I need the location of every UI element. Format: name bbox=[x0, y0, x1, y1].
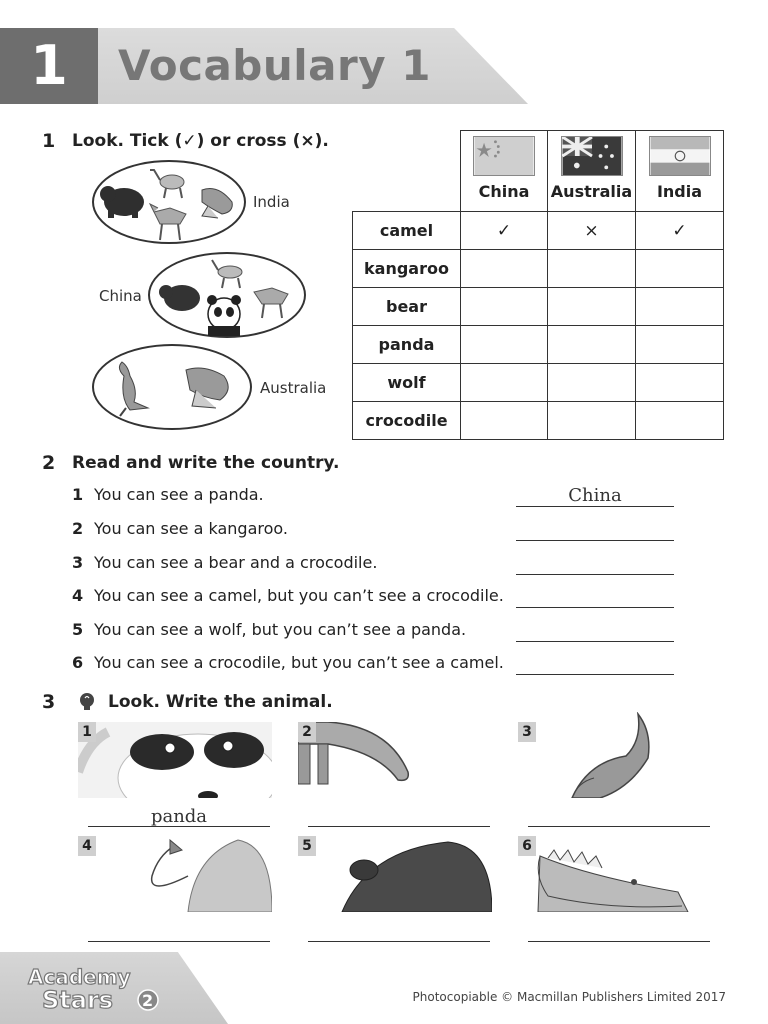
cell-camel-china[interactable]: ✓ bbox=[460, 211, 548, 250]
row-label-panda: panda bbox=[352, 325, 461, 364]
animal-answer-line-5[interactable] bbox=[308, 941, 490, 942]
sentence-number: 2 bbox=[72, 519, 84, 538]
answer-line-5[interactable] bbox=[516, 641, 674, 642]
cell-wolf-china[interactable] bbox=[460, 363, 548, 402]
column-header-china bbox=[460, 130, 548, 212]
section-2-number: 2 bbox=[42, 452, 56, 474]
cell-kangaroo-china[interactable] bbox=[460, 249, 548, 288]
animal-answer-line-4[interactable] bbox=[88, 941, 270, 942]
picture-4-closeup bbox=[78, 836, 272, 912]
animal-answer-line-3[interactable] bbox=[528, 826, 710, 827]
picture-number: 5 bbox=[298, 836, 316, 856]
row-label-kangaroo: kangaroo bbox=[352, 249, 461, 288]
column-label-australia: Australia bbox=[550, 182, 633, 201]
svg-text:Stars: Stars bbox=[42, 986, 114, 1014]
column-label-china: China bbox=[478, 182, 530, 201]
section-1-number: 1 bbox=[42, 130, 56, 152]
cell-crocodile-india[interactable] bbox=[635, 401, 724, 440]
lightbulb-icon bbox=[78, 692, 96, 712]
cell-kangaroo-australia[interactable] bbox=[547, 249, 636, 288]
unit-number: 1 bbox=[0, 28, 98, 104]
answer-line-2[interactable] bbox=[516, 540, 674, 541]
answer-line-3[interactable] bbox=[516, 574, 674, 575]
cell-panda-australia[interactable] bbox=[547, 325, 636, 364]
cell-bear-australia[interactable] bbox=[547, 287, 636, 326]
india-animals-ellipse bbox=[92, 160, 246, 244]
sentence-text: You can see a bear and a crocodile. bbox=[94, 553, 378, 572]
australia-animals-illustration bbox=[94, 346, 254, 432]
picture-2-closeup bbox=[298, 722, 492, 798]
cell-panda-india[interactable] bbox=[635, 325, 724, 364]
picture-number: 6 bbox=[518, 836, 536, 856]
sentence-5 bbox=[72, 620, 466, 644]
cell-bear-india[interactable] bbox=[635, 287, 724, 326]
tick-cross-table bbox=[352, 130, 724, 440]
answer-line-1[interactable] bbox=[516, 506, 674, 507]
cell-wolf-india[interactable] bbox=[635, 363, 724, 402]
china-animals-ellipse bbox=[148, 252, 306, 338]
academy-stars-logo bbox=[24, 962, 174, 1016]
column-label-india: India bbox=[656, 182, 703, 201]
sentence-text: You can see a panda. bbox=[94, 485, 264, 504]
answer-line-4[interactable] bbox=[516, 607, 674, 608]
india-flag-icon bbox=[649, 136, 711, 176]
picture-number: 1 bbox=[78, 722, 96, 742]
row-label-bear: bear bbox=[352, 287, 461, 326]
country-tag-india: India bbox=[250, 193, 293, 211]
picture-6-closeup bbox=[518, 836, 712, 912]
country-tag-australia: Australia bbox=[257, 379, 329, 397]
section-3-number: 3 bbox=[42, 691, 56, 713]
svg-text:2: 2 bbox=[142, 991, 154, 1010]
sentence-6 bbox=[72, 653, 504, 677]
picture-number: 4 bbox=[78, 836, 96, 856]
sentence-text: You can see a camel, but you can’t see a crocodile. bbox=[94, 586, 504, 605]
cell-bear-china[interactable] bbox=[460, 287, 548, 326]
sentence-number: 3 bbox=[72, 553, 84, 572]
australia-animals-ellipse bbox=[92, 344, 252, 430]
picture-5-closeup bbox=[298, 836, 492, 912]
section-2-instruction: Read and write the country. bbox=[72, 453, 340, 473]
picture-3-closeup bbox=[518, 712, 712, 798]
sentence-1 bbox=[72, 485, 264, 509]
sentence-number: 5 bbox=[72, 620, 84, 639]
cell-kangaroo-india[interactable] bbox=[635, 249, 724, 288]
copyright-notice: Photocopiable © Macmillan Publishers Limited 2017 bbox=[412, 990, 726, 1004]
cell-crocodile-china[interactable] bbox=[460, 401, 548, 440]
india-animals-illustration bbox=[94, 162, 248, 246]
animal-answer-text-1: panda bbox=[150, 806, 208, 827]
picture-1-panda-closeup bbox=[78, 722, 272, 798]
picture-number: 3 bbox=[518, 722, 536, 742]
answer-text-1: China bbox=[568, 485, 622, 506]
sentence-number: 1 bbox=[72, 485, 84, 504]
section-3-instruction: Look. Write the animal. bbox=[108, 692, 333, 712]
row-label-crocodile: crocodile bbox=[352, 401, 461, 440]
sentence-text: You can see a crocodile, but you can’t see a camel. bbox=[94, 653, 504, 672]
animal-answer-line-2[interactable] bbox=[308, 826, 490, 827]
cell-wolf-australia[interactable] bbox=[547, 363, 636, 402]
answer-line-6[interactable] bbox=[516, 674, 674, 675]
sentence-number: 4 bbox=[72, 586, 84, 605]
sentence-number: 6 bbox=[72, 653, 84, 672]
china-flag-icon bbox=[473, 136, 535, 176]
svg-text:Academy: Academy bbox=[28, 965, 131, 989]
picture-number: 2 bbox=[298, 722, 316, 742]
row-label-camel: camel bbox=[352, 211, 461, 250]
country-tag-china: China bbox=[96, 287, 145, 305]
sentence-text: You can see a kangaroo. bbox=[94, 519, 288, 538]
sentence-3 bbox=[72, 553, 377, 577]
column-header-india bbox=[635, 130, 724, 212]
page-title: Vocabulary 1 bbox=[118, 41, 431, 90]
australia-flag-icon bbox=[561, 136, 623, 176]
sentence-2 bbox=[72, 519, 288, 543]
sentence-text: You can see a wolf, but you can’t see a panda. bbox=[94, 620, 467, 639]
china-animals-illustration bbox=[150, 254, 308, 340]
animal-answer-line-6[interactable] bbox=[528, 941, 710, 942]
sentence-4 bbox=[72, 586, 504, 610]
cell-crocodile-australia[interactable] bbox=[547, 401, 636, 440]
cell-panda-china[interactable] bbox=[460, 325, 548, 364]
cell-camel-india[interactable]: ✓ bbox=[635, 211, 724, 250]
row-label-wolf: wolf bbox=[352, 363, 461, 402]
column-header-australia bbox=[547, 130, 636, 212]
section-1-instruction: Look. Tick (✓) or cross (×). bbox=[72, 131, 329, 151]
cell-camel-australia[interactable]: × bbox=[547, 211, 636, 250]
